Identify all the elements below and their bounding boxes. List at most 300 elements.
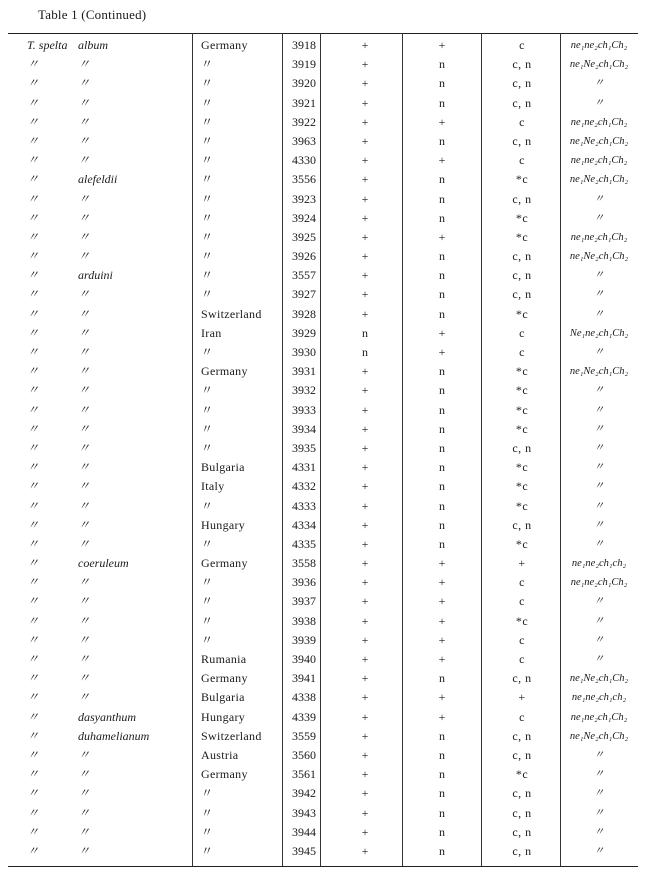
reaction-a-cell: +	[361, 632, 369, 647]
accession-number-cell: 4331	[292, 460, 316, 475]
reaction-b-cell: n	[439, 191, 445, 206]
genotype-cell: 〃	[593, 97, 605, 109]
reaction-a-cell: +	[361, 594, 369, 609]
accession-number-cell: 3918	[292, 38, 316, 52]
species-cell: 〃	[27, 575, 40, 590]
reaction-b-cell: n	[439, 76, 445, 91]
accession-number-cell: 3927	[292, 287, 316, 302]
table-row	[8, 554, 638, 573]
reaction-c-cell: c, n	[512, 747, 532, 762]
species-cell: 〃	[27, 747, 40, 762]
table-row	[8, 151, 638, 170]
reaction-c-cell: c, n	[512, 268, 532, 283]
variety-cell: 〃	[78, 325, 91, 340]
genotype-cell: 〃	[593, 615, 605, 627]
reaction-c-cell: c, n	[512, 843, 532, 858]
reaction-c-cell: +	[518, 690, 526, 705]
reaction-a-cell: +	[361, 229, 369, 244]
reaction-a-cell: +	[361, 767, 369, 782]
country-cell: Rumania	[201, 652, 247, 666]
table-row	[8, 420, 638, 439]
table-row	[8, 324, 638, 343]
reaction-a-cell: +	[361, 114, 369, 129]
species-cell: 〃	[27, 287, 40, 302]
genotype-cell: 〃	[593, 538, 605, 550]
accession-number-cell: 3934	[292, 421, 316, 436]
genotype-cell: ne₁Ne₂ch₁Ch₂	[569, 135, 629, 147]
variety-cell: 〃	[78, 479, 91, 494]
reaction-b-cell: n	[439, 747, 445, 762]
country-cell: 〃	[201, 613, 214, 628]
country-cell: 〃	[201, 95, 214, 110]
table-row	[8, 228, 638, 247]
reaction-b-cell: n	[439, 536, 445, 551]
variety-cell: 〃	[78, 575, 91, 590]
table-row	[8, 305, 638, 324]
species-cell: 〃	[27, 268, 40, 283]
reaction-b-cell: +	[438, 345, 446, 359]
table-row	[8, 132, 638, 151]
genotype-cell: 〃	[593, 654, 605, 665]
species-cell: 〃	[27, 114, 40, 129]
species-cell: 〃	[27, 690, 40, 705]
country-cell: 〃	[201, 249, 214, 264]
variety-cell: 〃	[78, 95, 91, 110]
reaction-b-cell: +	[438, 114, 446, 129]
reaction-b-cell: +	[438, 652, 446, 666]
reaction-a-cell: +	[361, 690, 369, 705]
variety-cell: 〃	[78, 345, 91, 359]
reaction-a-cell: +	[361, 249, 369, 264]
reaction-b-cell: +	[438, 325, 446, 340]
country-cell: 〃	[201, 594, 214, 609]
table-caption: Table 1 (Continued)	[38, 7, 147, 22]
table-row	[8, 612, 638, 631]
reaction-b-cell: n	[439, 95, 445, 110]
country-cell: Iran	[201, 325, 222, 340]
country-cell: 〃	[201, 153, 214, 168]
species-cell: 〃	[27, 536, 40, 551]
species-cell: 〃	[27, 594, 40, 609]
country-cell: 〃	[201, 440, 214, 455]
accession-number-cell: 3936	[292, 575, 316, 590]
table-row	[8, 190, 638, 209]
species-cell: 〃	[27, 172, 40, 187]
genotype-cell: 〃	[593, 404, 605, 416]
species-cell: 〃	[27, 824, 40, 839]
accession-number-cell: 3938	[292, 613, 316, 628]
accession-number-cell: 3924	[292, 210, 316, 225]
variety-cell: 〃	[78, 402, 91, 417]
reaction-a-cell: +	[361, 402, 369, 417]
country-cell: Hungary	[201, 709, 246, 724]
species-cell: 〃	[27, 805, 40, 820]
variety-cell: 〃	[78, 632, 91, 647]
country-cell: Austria	[201, 747, 239, 762]
genotype-cell: 〃	[593, 193, 605, 205]
species-cell: 〃	[27, 556, 40, 571]
reaction-a-cell: +	[361, 210, 369, 225]
reaction-c-cell: c, n	[512, 786, 532, 801]
country-cell: Switzerland	[201, 306, 262, 321]
reaction-c-cell: c, n	[512, 671, 532, 686]
accession-number-cell: 3942	[292, 786, 316, 801]
table-row	[8, 497, 638, 516]
accession-number-cell: 3928	[292, 306, 316, 321]
species-cell: 〃	[27, 229, 40, 244]
accession-number-cell: 3930	[292, 345, 316, 359]
genotype-cell: ne₁Ne₂ch₁Ch₂	[569, 673, 629, 685]
table-row	[8, 708, 638, 727]
reaction-a-cell: +	[361, 153, 369, 168]
species-cell: 〃	[27, 786, 40, 801]
accession-number-cell: 3560	[292, 747, 316, 762]
country-cell: Germany	[201, 671, 248, 686]
reaction-a-cell: n	[362, 345, 368, 359]
variety-cell: 〃	[78, 613, 91, 628]
reaction-a-cell: +	[361, 57, 369, 72]
country-cell: Germany	[201, 767, 248, 782]
reaction-b-cell: n	[439, 306, 445, 321]
reaction-b-cell: n	[439, 249, 445, 264]
table-top-rule	[8, 33, 638, 34]
table-row	[8, 727, 638, 746]
reaction-c-cell: c, n	[512, 824, 532, 839]
table-row	[8, 266, 638, 285]
variety-cell: 〃	[78, 843, 91, 858]
species-cell: 〃	[27, 402, 40, 417]
species-cell: 〃	[27, 383, 40, 398]
species-cell: 〃	[27, 421, 40, 436]
country-cell: 〃	[201, 786, 214, 801]
variety-cell: 〃	[78, 210, 91, 225]
reaction-c-cell: *c	[515, 536, 529, 551]
genotype-cell: ne₁Ne₂ch₁Ch₂	[569, 174, 629, 186]
accession-number-cell: 3925	[292, 229, 316, 244]
reaction-b-cell: +	[438, 575, 446, 590]
accession-number-cell: 3945	[292, 843, 316, 858]
table-row	[8, 842, 638, 861]
accession-number-cell: 3920	[292, 76, 316, 91]
table-row	[8, 516, 638, 535]
country-cell: Hungary	[201, 517, 246, 532]
reaction-a-cell: +	[361, 364, 369, 379]
variety-cell: 〃	[78, 747, 91, 762]
genotype-cell: ne₁ne₂ch₁Ch₂	[570, 155, 628, 167]
accession-number-cell: 3929	[292, 325, 316, 340]
table-row	[8, 55, 638, 74]
country-cell: 〃	[201, 383, 214, 398]
genotype-cell: 〃	[593, 519, 605, 531]
species-cell: 〃	[27, 632, 40, 647]
reaction-a-cell: +	[361, 671, 369, 686]
reaction-c-cell: *c	[515, 421, 529, 436]
accession-number-cell: 3940	[292, 652, 316, 666]
species-cell: T. spelta	[27, 38, 68, 52]
table-row	[8, 573, 638, 592]
variety-cell: 〃	[78, 767, 91, 782]
reaction-b-cell: n	[439, 786, 445, 801]
accession-number-cell: 3559	[292, 728, 316, 743]
reaction-c-cell: *c	[515, 229, 529, 244]
genotype-cell: 〃	[593, 826, 605, 838]
genotype-cell: 〃	[593, 308, 605, 320]
genotype-cell: ne₁ne₂ch₁Ch₂	[570, 711, 628, 723]
country-cell: 〃	[201, 287, 214, 302]
reaction-a-cell: +	[361, 709, 369, 724]
reaction-a-cell: +	[361, 517, 369, 532]
species-cell: 〃	[27, 345, 40, 359]
species-cell: 〃	[27, 709, 40, 724]
variety-cell: 〃	[78, 287, 91, 302]
reaction-a-cell: +	[361, 38, 369, 52]
country-cell: 〃	[201, 114, 214, 129]
country-cell: 〃	[201, 210, 214, 225]
reaction-c-cell: c	[519, 325, 525, 340]
variety-cell: 〃	[78, 498, 91, 513]
reaction-c-cell: *c	[515, 460, 529, 475]
accession-number-cell: 4334	[292, 517, 316, 532]
variety-cell: 〃	[78, 421, 91, 436]
table-row	[8, 688, 638, 707]
genotype-cell: ne₁Ne₂ch₁Ch₂	[569, 730, 629, 742]
accession-number-cell: 3557	[292, 268, 316, 283]
country-cell: 〃	[201, 498, 214, 513]
variety-cell: 〃	[78, 690, 91, 705]
variety-cell: 〃	[78, 517, 91, 532]
table-row	[8, 477, 638, 496]
table-row	[8, 381, 638, 400]
reaction-c-cell: c	[519, 652, 525, 666]
reaction-a-cell: +	[361, 76, 369, 91]
genotype-cell: ne₁Ne₂ch₁Ch₂	[569, 59, 629, 71]
reaction-a-cell: +	[361, 306, 369, 321]
reaction-c-cell: c, n	[512, 95, 532, 110]
table-row	[8, 535, 638, 554]
reaction-a-cell: +	[361, 728, 369, 743]
species-cell: 〃	[27, 364, 40, 379]
country-cell: 〃	[201, 402, 214, 417]
genotype-cell: 〃	[593, 481, 605, 493]
reaction-c-cell: +	[518, 556, 526, 571]
genotype-cell: 〃	[593, 270, 605, 282]
reaction-c-cell: c, n	[512, 76, 532, 91]
country-cell: 〃	[201, 57, 214, 72]
genotype-cell: 〃	[593, 596, 605, 608]
reaction-b-cell: +	[438, 613, 446, 628]
accession-number-cell: 3922	[292, 114, 316, 129]
accession-number-cell: 3932	[292, 383, 316, 398]
accession-number-cell: 3935	[292, 440, 316, 455]
genotype-cell: 〃	[593, 769, 605, 781]
variety-cell: 〃	[78, 824, 91, 839]
reaction-c-cell: c	[519, 575, 525, 590]
variety-cell: coeruleum	[78, 556, 129, 571]
reaction-a-cell: +	[361, 575, 369, 590]
country-cell: Germany	[201, 556, 248, 571]
table-row	[8, 343, 638, 362]
reaction-a-cell: +	[361, 747, 369, 762]
country-cell: 〃	[201, 76, 214, 91]
species-cell: 〃	[27, 498, 40, 513]
reaction-c-cell: *c	[515, 479, 529, 494]
variety-cell: dasyanthum	[78, 709, 136, 724]
reaction-c-cell: *c	[515, 210, 529, 225]
reaction-b-cell: n	[439, 210, 445, 225]
reaction-a-cell: n	[362, 325, 368, 340]
reaction-a-cell: +	[361, 479, 369, 494]
genotype-cell: 〃	[593, 634, 605, 646]
reaction-c-cell: c, n	[512, 440, 532, 455]
genotype-cell: ne₁ne₂ch₁ch₂	[571, 692, 627, 704]
reaction-b-cell: +	[438, 556, 446, 571]
country-cell: Switzerland	[201, 728, 262, 743]
accession-number-cell: 3963	[292, 133, 316, 148]
reaction-b-cell: n	[439, 767, 445, 782]
reaction-c-cell: c, n	[512, 249, 532, 264]
variety-cell: 〃	[78, 652, 91, 666]
country-cell: Germany	[201, 364, 248, 379]
species-cell: 〃	[27, 671, 40, 686]
reaction-b-cell: n	[439, 824, 445, 839]
table-row	[8, 362, 638, 381]
reaction-a-cell: +	[361, 536, 369, 551]
reaction-a-cell: +	[361, 421, 369, 436]
country-cell: 〃	[201, 632, 214, 647]
reaction-c-cell: *c	[515, 172, 529, 187]
country-cell: Bulgaria	[201, 460, 245, 475]
variety-cell: 〃	[78, 786, 91, 801]
species-cell: 〃	[27, 652, 40, 666]
country-cell: 〃	[201, 229, 214, 244]
variety-cell: 〃	[78, 249, 91, 264]
accession-number-cell: 4335	[292, 536, 316, 551]
country-cell: Germany	[201, 38, 248, 52]
accession-number-cell: 3919	[292, 57, 316, 72]
genotype-cell: 〃	[593, 807, 605, 819]
reaction-a-cell: +	[361, 383, 369, 398]
species-cell: 〃	[27, 76, 40, 91]
reaction-c-cell: c, n	[512, 805, 532, 820]
accession-number-cell: 3941	[292, 671, 316, 686]
genotype-cell: ne₁Ne₂ch₁Ch₂	[569, 251, 629, 263]
variety-cell: 〃	[78, 460, 91, 475]
reaction-c-cell: c, n	[512, 517, 532, 532]
genotype-cell: 〃	[593, 462, 605, 474]
reaction-b-cell: n	[439, 460, 445, 475]
reaction-c-cell: c	[519, 38, 525, 52]
table-row	[8, 247, 638, 266]
accession-number-cell: 3943	[292, 805, 316, 820]
table-row	[8, 458, 638, 477]
variety-cell: 〃	[78, 191, 91, 206]
genotype-cell: ne₁ne₂ch₁ch₂	[571, 558, 627, 570]
species-cell: 〃	[27, 440, 40, 455]
reaction-b-cell: n	[439, 517, 445, 532]
accession-number-cell: 3923	[292, 191, 316, 206]
country-cell: 〃	[201, 575, 214, 590]
species-cell: 〃	[27, 133, 40, 148]
table-row	[8, 36, 638, 55]
accession-number-cell: 3931	[292, 364, 316, 379]
reaction-a-cell: +	[361, 498, 369, 513]
genotype-cell: 〃	[593, 347, 605, 358]
reaction-a-cell: +	[361, 805, 369, 820]
genotype-cell: ne₁ne₂ch₁Ch₂	[570, 577, 628, 589]
table-row	[8, 669, 638, 688]
genotype-cell: 〃	[593, 749, 605, 761]
species-cell: 〃	[27, 153, 40, 168]
species-cell: 〃	[27, 306, 40, 321]
species-cell: 〃	[27, 57, 40, 72]
reaction-a-cell: +	[361, 460, 369, 475]
reaction-c-cell: c, n	[512, 728, 532, 743]
variety-cell: 〃	[78, 805, 91, 820]
genotype-cell: 〃	[593, 78, 605, 90]
accession-number-cell: 4339	[292, 709, 316, 724]
genotype-cell: 〃	[593, 788, 605, 800]
country-cell: 〃	[201, 191, 214, 206]
genotype-cell: 〃	[593, 212, 605, 224]
reaction-b-cell: n	[439, 383, 445, 398]
accession-number-cell: 4330	[292, 153, 316, 168]
variety-cell: 〃	[78, 57, 91, 72]
reaction-c-cell: c, n	[512, 191, 532, 206]
genotype-cell: 〃	[593, 423, 605, 435]
variety-cell: 〃	[78, 383, 91, 398]
reaction-c-cell: c	[519, 153, 525, 168]
country-cell: 〃	[201, 172, 214, 187]
reaction-a-cell: +	[361, 824, 369, 839]
table-row	[8, 209, 638, 228]
table-row	[8, 113, 638, 132]
accession-number-cell: 4333	[292, 498, 316, 513]
accession-number-cell: 4338	[292, 690, 316, 705]
species-cell: 〃	[27, 460, 40, 475]
variety-cell: 〃	[78, 364, 91, 379]
reaction-a-cell: +	[361, 556, 369, 571]
reaction-c-cell: c, n	[512, 57, 532, 72]
variety-cell: 〃	[78, 594, 91, 609]
reaction-b-cell: +	[438, 153, 446, 168]
variety-cell: 〃	[78, 536, 91, 551]
accession-number-cell: 3937	[292, 594, 316, 609]
table-row	[8, 804, 638, 823]
variety-cell: duhamelianum	[78, 728, 150, 743]
reaction-a-cell: +	[361, 172, 369, 187]
reaction-b-cell: n	[439, 843, 445, 858]
data-table	[8, 36, 638, 861]
reaction-b-cell: n	[439, 172, 445, 187]
variety-cell: 〃	[78, 671, 91, 686]
table-row	[8, 631, 638, 650]
genotype-cell: 〃	[593, 500, 605, 512]
variety-cell: 〃	[78, 153, 91, 168]
reaction-b-cell: n	[439, 133, 445, 148]
reaction-c-cell: c	[519, 632, 525, 647]
genotype-cell: 〃	[593, 845, 605, 857]
species-cell: 〃	[27, 95, 40, 110]
reaction-a-cell: +	[361, 191, 369, 206]
reaction-c-cell: c, n	[512, 133, 532, 148]
species-cell: 〃	[27, 767, 40, 782]
variety-cell: 〃	[78, 440, 91, 455]
reaction-c-cell: *c	[515, 613, 529, 628]
table-row	[8, 439, 638, 458]
reaction-b-cell: n	[439, 287, 445, 302]
country-cell: Bulgaria	[201, 690, 245, 705]
reaction-b-cell: n	[439, 421, 445, 436]
